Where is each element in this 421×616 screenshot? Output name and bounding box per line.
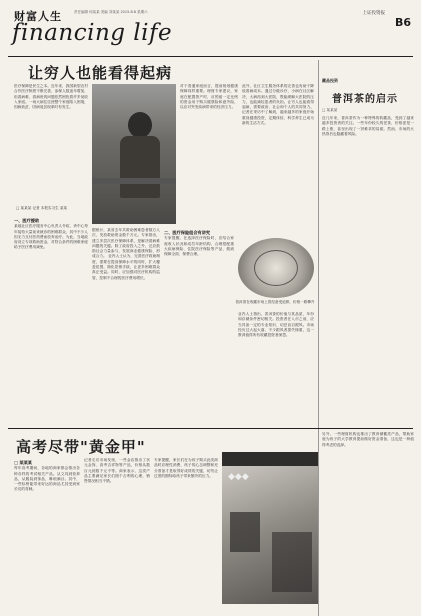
photo-shop-sign: ◆◆◆	[228, 472, 249, 482]
masthead	[8, 4, 413, 56]
photo-child-head	[128, 112, 152, 138]
story3-col1-text: 每年高考期间，各地的商家都会推出各种各样的考试相关产品。从文具到营养品，从服装到饰品，琳琅满目。其中，一些标榜能带来好运的商品尤其受到家长们的青睐。	[14, 466, 80, 492]
story2-col2-text: 业内人士指出，普洱茶的价值与其品质、年份和存储条件密切相关。投资者在入市之前，应当具备一定的专业知识，切忌盲目跟风。市场经历过大起大落，不少跟风者损失惨重，这一教训值得所有收藏投资者深思。	[238, 312, 314, 338]
story3-col2-text: 记者走访市场发现，一些金店推出了状元金饰、高考吉祥物等产品，价格从数百元到数千元不等。商家表示，这类产品主要满足家长们图个吉利的心理，销售情况相当不错。	[84, 458, 150, 484]
story1-col2-text: 据统计，某省去年共救助困难患者数万人次，发放救助资金数千万元。专家指出，建立多层次医疗保障体系，是解决看病难问题的关键。除了政府投入之外，还应鼓励社会力量参与，发展商业健康保险，形成合力。	[92, 228, 160, 259]
story2-col1-text: 近几年来，普洱茶作为一种特殊的收藏品，受到了越来越多投资者的关注。一些年份较久的老茶，价格更是一路上涨，甚至出现了一饼难求的局面。然而，市场的火热背后也隐藏着风险。	[322, 116, 414, 136]
publication-name: 上证投资报	[362, 11, 385, 16]
story3-byline: □ 某某某	[14, 460, 32, 465]
story3-column-2	[84, 458, 150, 608]
story1-column-1	[14, 84, 88, 204]
photo-child-body	[120, 136, 160, 198]
story3-col3-text: 专家提醒，家长们在为孩子购买此类商品时应理性消费，孩子的心态调整和充分准备才是取得好成绩的关键，切勿让过度的期待给孩子带来额外的压力。	[154, 458, 218, 478]
headline-story3: 高考尽带"黄金甲"	[16, 438, 146, 456]
story1-column-4	[242, 84, 314, 234]
story1-col3-text: 对于普通家庭而言，提前规划健康保障同样重要。理财专家建议，家庭在配置资产时，应预留一定比例的资金用于购买健康险和意外险，以应对突发疾病带来的经济压力。	[180, 84, 238, 110]
story3-col4-text: 另外，一些理财机构也推出了教育储蓄类产品，帮助家庭为孩子的大学教育提前做好资金准备，这也是一种值得考虑的选择。	[322, 432, 414, 447]
page-number: B6	[394, 16, 411, 29]
photo-counter	[272, 532, 312, 592]
story2-byline: □ 某某某	[322, 108, 338, 112]
story1-column-1b	[14, 216, 88, 426]
story1-col4-text: 此外，社区卫生服务体系的完善也有助于降低看病成本。通过分级诊疗，小病在社区解决，大病再到大医院，既能缓解大医院的压力，也能减轻患者的负担。让穷人也能看得起病，需要政府、社会和个人的共同努力。	[242, 84, 314, 110]
tea-cake-photo	[238, 238, 314, 298]
story1-column-3b	[164, 228, 234, 426]
story1-subhead-2: 二、医疗保险组合有讲究	[164, 230, 211, 235]
story1-column-3	[180, 84, 238, 226]
tea-cake-ring	[254, 250, 298, 286]
story2-tag: 藏品投资	[322, 78, 338, 83]
photo-rail	[92, 178, 176, 184]
story2-column-2	[238, 312, 314, 426]
section-title-en: financing life	[12, 20, 173, 46]
masthead-meta: 责任编辑 何某某 美编 刘某某 2015.8.8 星期六	[74, 10, 148, 14]
column-divider	[318, 60, 319, 616]
section-rule	[8, 428, 413, 429]
story2-caption: 普洱茶在收藏市场上曾经备受追捧，价格一路攀升	[235, 300, 315, 304]
story1-caption: □ 某某某 记者 本报实习生 某某	[16, 206, 68, 210]
story2-column-1	[322, 116, 414, 426]
story3-photo	[222, 452, 318, 604]
photo-display-case	[230, 512, 260, 552]
photo-shelf-top	[222, 452, 318, 466]
story1-column-2	[92, 228, 160, 426]
story3-column-4	[322, 432, 414, 608]
story3-column-3	[154, 458, 218, 608]
masthead-rule	[8, 56, 413, 57]
story1-subhead-1: 一、医疗援助	[14, 218, 40, 223]
story2-title: 普洱茶的启示	[332, 94, 398, 105]
story1-col4b-text: 记者在采访中了解到，越来越多的家庭开始重视健康投资，定期体检、科学养生已成为新的生活方式。	[242, 110, 314, 126]
headline-story1: 让穷人也能看得起病	[28, 64, 173, 82]
story1-col1-text: 医疗保障是民生之本。近年来，我国新型农村合作医疗制度不断完善，参保人数逐年增加，但看病难、看病贵的问题依然困扰着许多低收入家庭。一场大病往往使整个家庭陷入困境，因病致贫、因病返贫现象时有发生。	[14, 84, 88, 110]
story1-photo	[92, 84, 176, 224]
section-title-cn: 财富人生	[14, 10, 62, 23]
story1-col3b-text: 专家提醒，在选择医疗保险时，应结合家庭收入状况和成员年龄结构，合理搭配重大疾病保险、住院医疗保险等产品，做到保障全面、保费合理。	[164, 236, 234, 257]
story1-col1b-text: 某地社区医疗服务中心负责人介绍，该中心每年接待大量前来就诊的困难群众，其中不少人因无力支付医药费而放弃治疗。为此，当地政府设立专项救助资金，对符合条件的困难家庭给予医疗费用减免。	[14, 224, 88, 250]
story1-col2b-text: 业内人士认为，完善医疗救助制度，需要在提高保障水平的同时，扩大覆盖范围，简化报销手续，让更多困难群众真正受益。同时，应加强对医疗机构的监管，控制不合理的医疗费用增长。	[92, 254, 160, 280]
story3-column-1	[14, 458, 80, 608]
